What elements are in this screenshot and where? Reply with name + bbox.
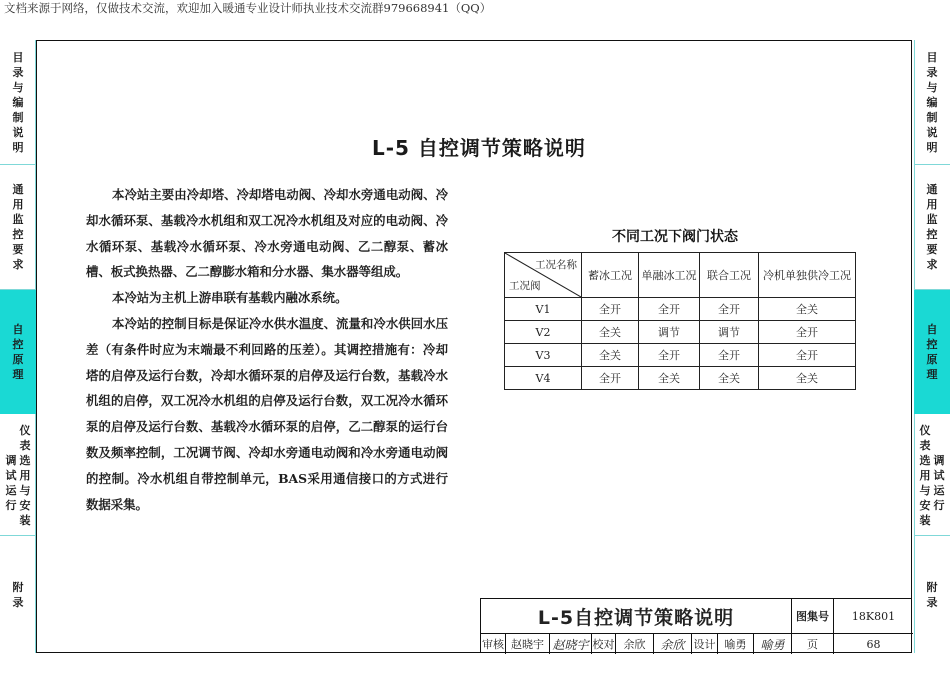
right-tab-instruments[interactable]: 仪表选用与安装 调试运行 xyxy=(919,423,945,527)
page-title: L-5 自控调节策略说明 xyxy=(372,136,586,160)
checker-signature: 余欣 xyxy=(653,634,691,654)
right-tab-general[interactable]: 通用监控要求 xyxy=(926,183,938,271)
table-cell: 全开 xyxy=(582,298,639,321)
table-row xyxy=(505,367,856,390)
paragraph: 本冷站主要由冷却塔、冷却塔电动阀、冷却水旁通电动阀、冷却水循环泵、基载冷水机组和双工况冷水机组及对应的电动阀、冷水循环泵、基载冷水循环泵、冷水旁通电动阀、乙二醇泵、蓄冰槽、板式换热器、乙二醇膨水箱和分水器、集水器等组成。 xyxy=(86,187,448,280)
right-tab-contents[interactable]: 目录与编制说明 xyxy=(926,50,938,154)
column-header: 蓄冰工况 xyxy=(582,253,639,298)
left-tab-rail xyxy=(0,40,36,653)
description-text xyxy=(86,182,448,517)
left-tab-contents[interactable]: 目录与编制说明 xyxy=(12,50,24,154)
table-header-row xyxy=(505,253,856,298)
table-row xyxy=(505,298,856,321)
table-cell: 全开 xyxy=(639,298,700,321)
table-cell: 全关 xyxy=(582,321,639,344)
right-tab-rail xyxy=(914,40,950,653)
check-label: 校对 xyxy=(591,634,615,654)
left-tab-instruments[interactable]: 调试运行 仪表选用与安装 xyxy=(5,423,31,527)
row-header: V1 xyxy=(505,298,582,321)
left-tab-control-principle[interactable]: 自控原理 xyxy=(0,290,36,414)
table-cell: 全开 xyxy=(582,367,639,390)
page-number: 68 xyxy=(833,634,913,654)
table-cell: 全开 xyxy=(700,298,759,321)
table-cell: 全关 xyxy=(759,298,856,321)
table-row xyxy=(505,321,856,344)
title-block-heading: L-5自控调节策略说明 xyxy=(537,606,735,629)
atlas-number: 18K801 xyxy=(833,599,913,633)
row-header: V4 xyxy=(505,367,582,390)
column-header: 联合工况 xyxy=(700,253,759,298)
design-label: 设计 xyxy=(691,634,717,654)
paragraph: 本冷站的控制目标是保证冷水供水温度、流量和冷水供回水压差（有条件时应为末端最不利回路的压差）。其调控措施有：冷却塔的启停及运行台数，冷却水循环泵的启停及运行台数，基载冷水机组的启停，双工况冷水机组的启停及运行台数，双工况冷水循环泵的启停及运行台数、基载冷水循环泵的启停，乙二醇泵的运行台数及频率控制，工况调节阀、冷却水旁通电动阀和冷水旁通电动阀的控制。冷水机组自带控制单元，BAS采用通信接口的方式进行数据采集。 xyxy=(86,315,448,512)
table-cell: 全关 xyxy=(759,367,856,390)
left-tab-appendix[interactable]: 附录 xyxy=(12,580,24,609)
table-cell: 全开 xyxy=(759,321,856,344)
table-row xyxy=(505,344,856,367)
paragraph: 本冷站为主机上游串联有基载内融冰系统。 xyxy=(112,290,348,306)
reviewer-signature: 赵晓宇 xyxy=(549,634,591,654)
row-header: V3 xyxy=(505,344,582,367)
review-label: 审核 xyxy=(482,638,504,651)
designer-signature: 喻勇 xyxy=(753,634,791,654)
left-tab-general[interactable]: 通用监控要求 xyxy=(12,183,24,271)
table-cell: 全关 xyxy=(639,367,700,390)
table-title: 不同工况下阀门状态 xyxy=(612,229,738,245)
right-tab-appendix[interactable]: 附录 xyxy=(926,580,938,609)
atlas-label: 图集号 xyxy=(791,599,833,633)
table-corner-cell: 工况名称 工况阀 xyxy=(505,253,582,298)
table-cell: 全关 xyxy=(582,344,639,367)
checker-name: 余欣 xyxy=(615,634,653,654)
table-cell: 调节 xyxy=(639,321,700,344)
column-header: 冷机单独供冷工况 xyxy=(759,253,856,298)
page-label: 页 xyxy=(791,634,833,654)
table-cell: 全开 xyxy=(700,344,759,367)
table-cell: 全开 xyxy=(639,344,700,367)
column-header: 单融冰工况 xyxy=(639,253,700,298)
valve-state-table xyxy=(504,252,856,390)
reviewer-name: 赵晓宇 xyxy=(505,634,549,654)
title-block xyxy=(480,598,912,653)
table-cell: 调节 xyxy=(700,321,759,344)
source-banner: 文档来源于网络，仅做技术交流，欢迎加入暖通专业设计师执业技术交流群979668941（QQ） xyxy=(4,1,492,15)
right-tab-control-principle[interactable]: 自控原理 xyxy=(914,290,950,414)
designer-name: 喻勇 xyxy=(717,634,753,654)
table-cell: 全关 xyxy=(700,367,759,390)
row-header: V2 xyxy=(505,321,582,344)
table-cell: 全开 xyxy=(759,344,856,367)
